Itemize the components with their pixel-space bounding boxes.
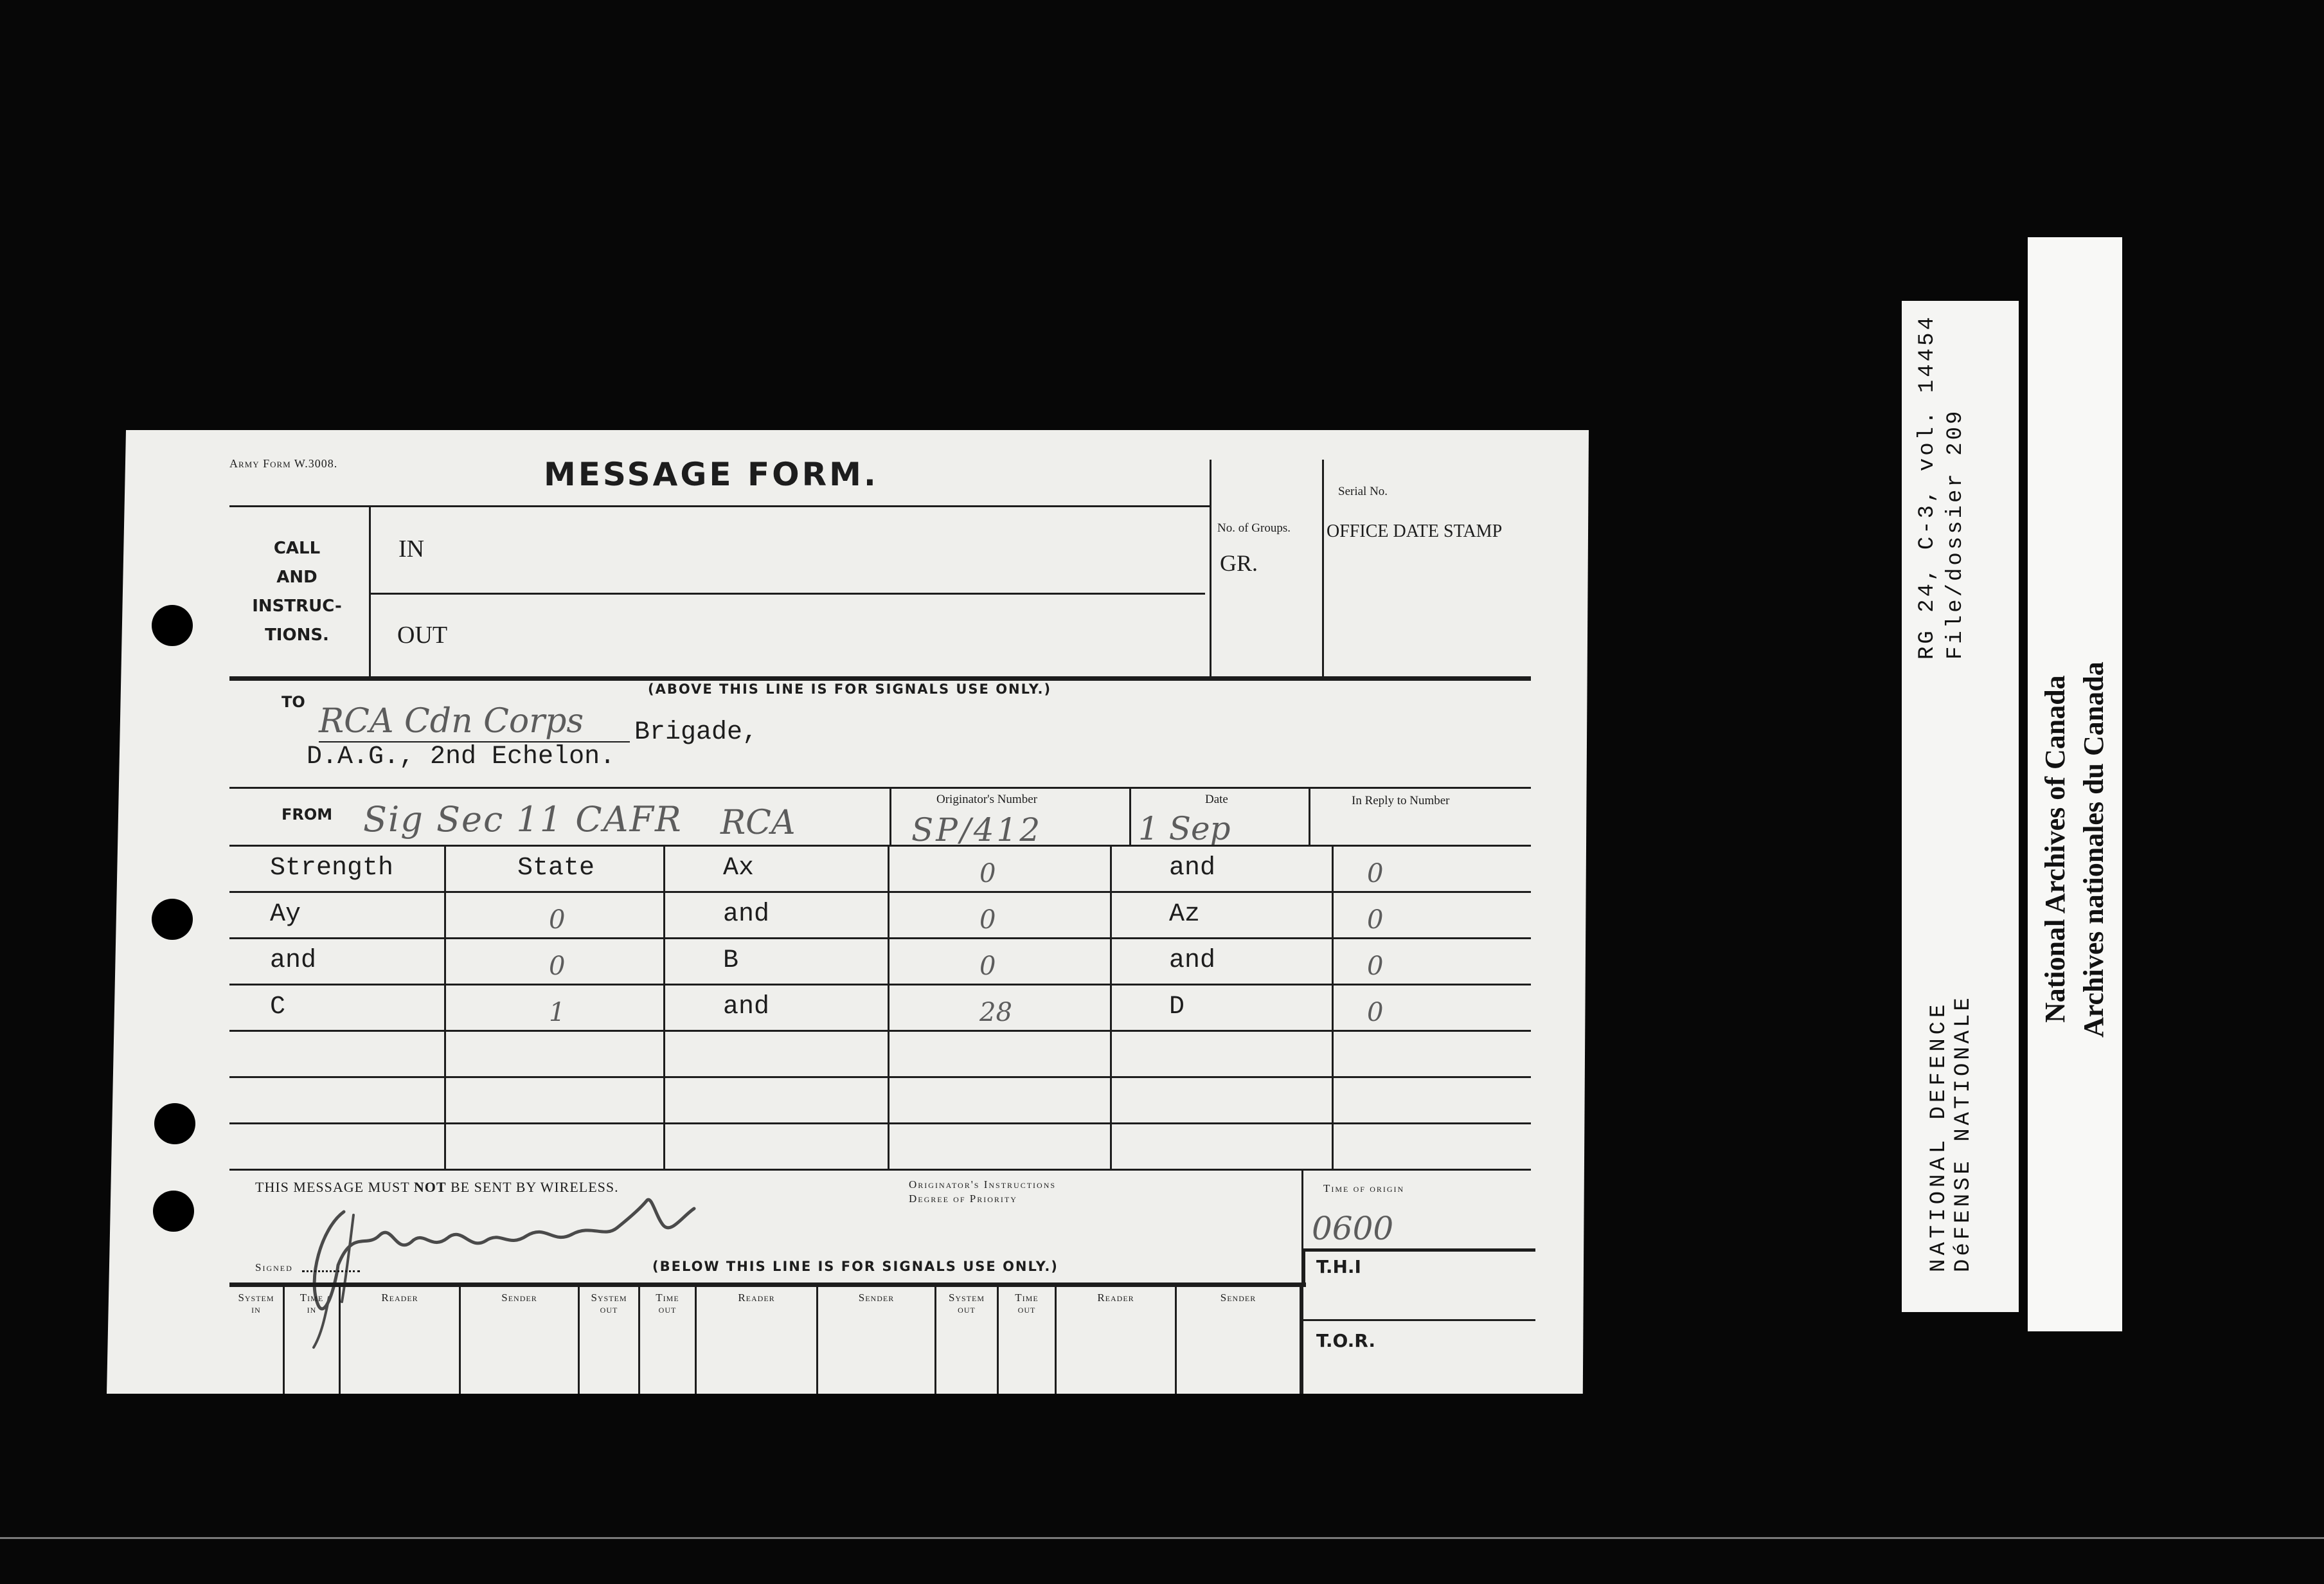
table-cell-empty (1334, 1078, 1531, 1124)
column-header: Time in (285, 1287, 341, 1394)
table-cell-empty (889, 1032, 1112, 1078)
table-cell (446, 939, 665, 986)
serial-no-label: Serial No. (1338, 485, 1388, 498)
table-cell (1334, 939, 1531, 986)
signed-label: Signed (255, 1261, 293, 1274)
scanner-bottom-edge (0, 1537, 2324, 1539)
cell-text: State (517, 854, 595, 883)
signals-columns (229, 1287, 1301, 1394)
table-cell-empty (446, 1124, 665, 1171)
table-cell (229, 939, 446, 986)
table-cell (665, 986, 889, 1032)
table-cell (1334, 847, 1531, 893)
cell-text: and (723, 900, 770, 929)
cell-handwritten: 0 (549, 905, 566, 935)
in-reply-label: In Reply to Number (1352, 794, 1450, 807)
signals-divider-line (229, 1282, 1306, 1287)
table-cell-empty (889, 1124, 1112, 1171)
table-cell (665, 847, 889, 893)
time-of-origin-label: Time of origin (1323, 1182, 1405, 1194)
to-handwritten: RCA Cdn Corps (319, 702, 584, 741)
thi-label: T.H.I (1316, 1256, 1361, 1277)
table-cell (446, 893, 665, 939)
column-header: Reader (697, 1287, 818, 1394)
national-archives-french: Archives nationales du Canada (2078, 662, 2109, 1038)
cell-text: and (1169, 854, 1216, 883)
table-cell (1112, 893, 1334, 939)
table-cell (665, 939, 889, 986)
cell-handwritten: 0 (979, 905, 996, 935)
table-cell (229, 893, 446, 939)
from-label: FROM (282, 806, 333, 824)
table-cell (229, 847, 446, 893)
originators-instructions-label: Originator's Instructions (909, 1178, 1057, 1191)
column-header: System out (580, 1287, 640, 1394)
cell-text: Ay (270, 900, 301, 929)
cell-handwritten: 0 (1367, 905, 1384, 935)
department-french: DéFENSE NATIONALE (1951, 995, 1976, 1272)
groups-gr-label: GR. (1220, 550, 1258, 576)
punch-hole (153, 1191, 194, 1232)
wireless-warning-post: BE SENT BY WIRELESS. (451, 1179, 619, 1195)
table-cell-empty (889, 1078, 1112, 1124)
cell-handwritten: 1 (549, 998, 566, 1027)
punch-hole (152, 899, 193, 940)
strength-state-table (229, 845, 1531, 1171)
date-label: Date (1205, 793, 1228, 806)
office-date-stamp-label: OFFICE DATE STAMP (1327, 521, 1503, 541)
column-header: Time out (640, 1287, 697, 1394)
rule-line (1309, 787, 1310, 845)
cell-text: Strength (270, 854, 394, 883)
originators-number-value: SP/412 (911, 811, 1043, 849)
cell-text: and (723, 993, 770, 1022)
no-of-groups-label: No. of Groups. (1217, 521, 1291, 535)
form-title: MESSAGE FORM. (544, 456, 879, 493)
table-cell (889, 847, 1112, 893)
rule-line (1210, 460, 1211, 678)
table-cell-empty (229, 1078, 446, 1124)
cell-handwritten: 0 (1367, 859, 1384, 888)
rule-line (1301, 1319, 1535, 1321)
rule-line (369, 505, 371, 678)
call-and-instructions-label: CALL AND INSTRUC- TIONS. (252, 539, 342, 645)
table-cell (1112, 847, 1334, 893)
cell-text: Az (1169, 900, 1201, 929)
table-cell-empty (1112, 1078, 1334, 1124)
cell-handwritten: 28 (979, 998, 1012, 1027)
cell-text: and (1169, 946, 1216, 975)
national-archives-english: National Archives of Canada (2039, 675, 2071, 1023)
table-cell-empty (665, 1032, 889, 1078)
originators-number-label: Originator's Number (936, 793, 1037, 806)
table-cell-empty (1112, 1032, 1334, 1078)
cell-handwritten: 0 (1367, 951, 1384, 981)
table-cell-empty (229, 1032, 446, 1078)
from-handwritten: Sig Sec 11 CAFR (363, 799, 683, 840)
table-cell (446, 847, 665, 893)
cell-handwritten: 0 (549, 951, 566, 981)
signals-divider-line (229, 676, 1531, 681)
from-handwritten-unit: RCA (720, 804, 796, 842)
in-label: IN (398, 536, 425, 562)
to-brigade: Brigade, (634, 718, 758, 747)
signed-dotted-line (302, 1270, 360, 1272)
cell-text: Ax (723, 854, 755, 883)
archive-reference-file: File/dossier 209 (1944, 408, 1968, 660)
cell-handwritten: 0 (1367, 998, 1384, 1027)
table-cell (889, 939, 1112, 986)
table-cell (229, 986, 446, 1032)
out-label: OUT (397, 622, 448, 649)
table-cell-empty (665, 1078, 889, 1124)
table-cell-empty (1334, 1124, 1531, 1171)
table-cell (1334, 893, 1531, 939)
rule-line (1301, 1248, 1305, 1287)
table-cell-empty (229, 1124, 446, 1171)
department-english: NATIONAL DEFENCE (1927, 1000, 1951, 1272)
rule-line (1129, 787, 1131, 845)
wireless-warning-not: NOT (413, 1179, 447, 1195)
column-header: Sender (1177, 1287, 1301, 1394)
tor-label: T.O.R. (1316, 1330, 1376, 1351)
column-header: System out (936, 1287, 999, 1394)
column-header: Sender (461, 1287, 580, 1394)
rule-line (369, 593, 1205, 595)
table-cell-empty (446, 1032, 665, 1078)
below-line-note: (BELOW THIS LINE IS FOR SIGNALS USE ONLY.) (652, 1259, 1059, 1274)
table-cell (446, 986, 665, 1032)
cell-handwritten: 0 (979, 859, 996, 888)
table-cell (889, 986, 1112, 1032)
table-cell-empty (446, 1078, 665, 1124)
table-cell-empty (665, 1124, 889, 1171)
time-of-origin-value: 0600 (1312, 1210, 1394, 1247)
cell-text: D (1169, 993, 1185, 1022)
archive-reference-rg: RG 24, C-3, vol. 14454 (1915, 314, 1940, 660)
table-cell (1112, 939, 1334, 986)
table-cell-empty (1334, 1032, 1531, 1078)
column-header: Reader (341, 1287, 461, 1394)
to-dag-echelon: D.A.G., 2nd Echelon. (307, 742, 616, 771)
cell-handwritten: 0 (979, 951, 996, 981)
rule-line (229, 505, 1210, 507)
rule-line (889, 787, 891, 845)
table-cell (1334, 986, 1531, 1032)
column-header: Reader (1057, 1287, 1177, 1394)
column-header: Sender (818, 1287, 936, 1394)
rule-line (1301, 1248, 1535, 1252)
table-cell (1112, 986, 1334, 1032)
army-form-number: Army Form W.3008. (229, 457, 338, 470)
wireless-warning-pre: THIS MESSAGE MUST (255, 1179, 410, 1195)
table-cell (889, 893, 1112, 939)
degree-of-priority-label: Degree of Priority (909, 1192, 1017, 1205)
rule-line (1322, 460, 1324, 678)
table-cell-empty (1112, 1124, 1334, 1171)
cell-text: C (270, 993, 286, 1022)
cell-text: and (270, 946, 317, 975)
rule-line (229, 787, 1531, 789)
punch-hole (154, 1103, 195, 1144)
table-cell (665, 893, 889, 939)
date-value: 1 Sep (1138, 810, 1231, 847)
column-header: Time out (999, 1287, 1057, 1394)
column-header: System in (229, 1287, 285, 1394)
above-line-note: (ABOVE THIS LINE IS FOR SIGNALS USE ONLY.) (648, 681, 1052, 697)
to-label: TO (282, 693, 305, 711)
cell-text: B (723, 946, 739, 975)
punch-hole (152, 605, 193, 646)
